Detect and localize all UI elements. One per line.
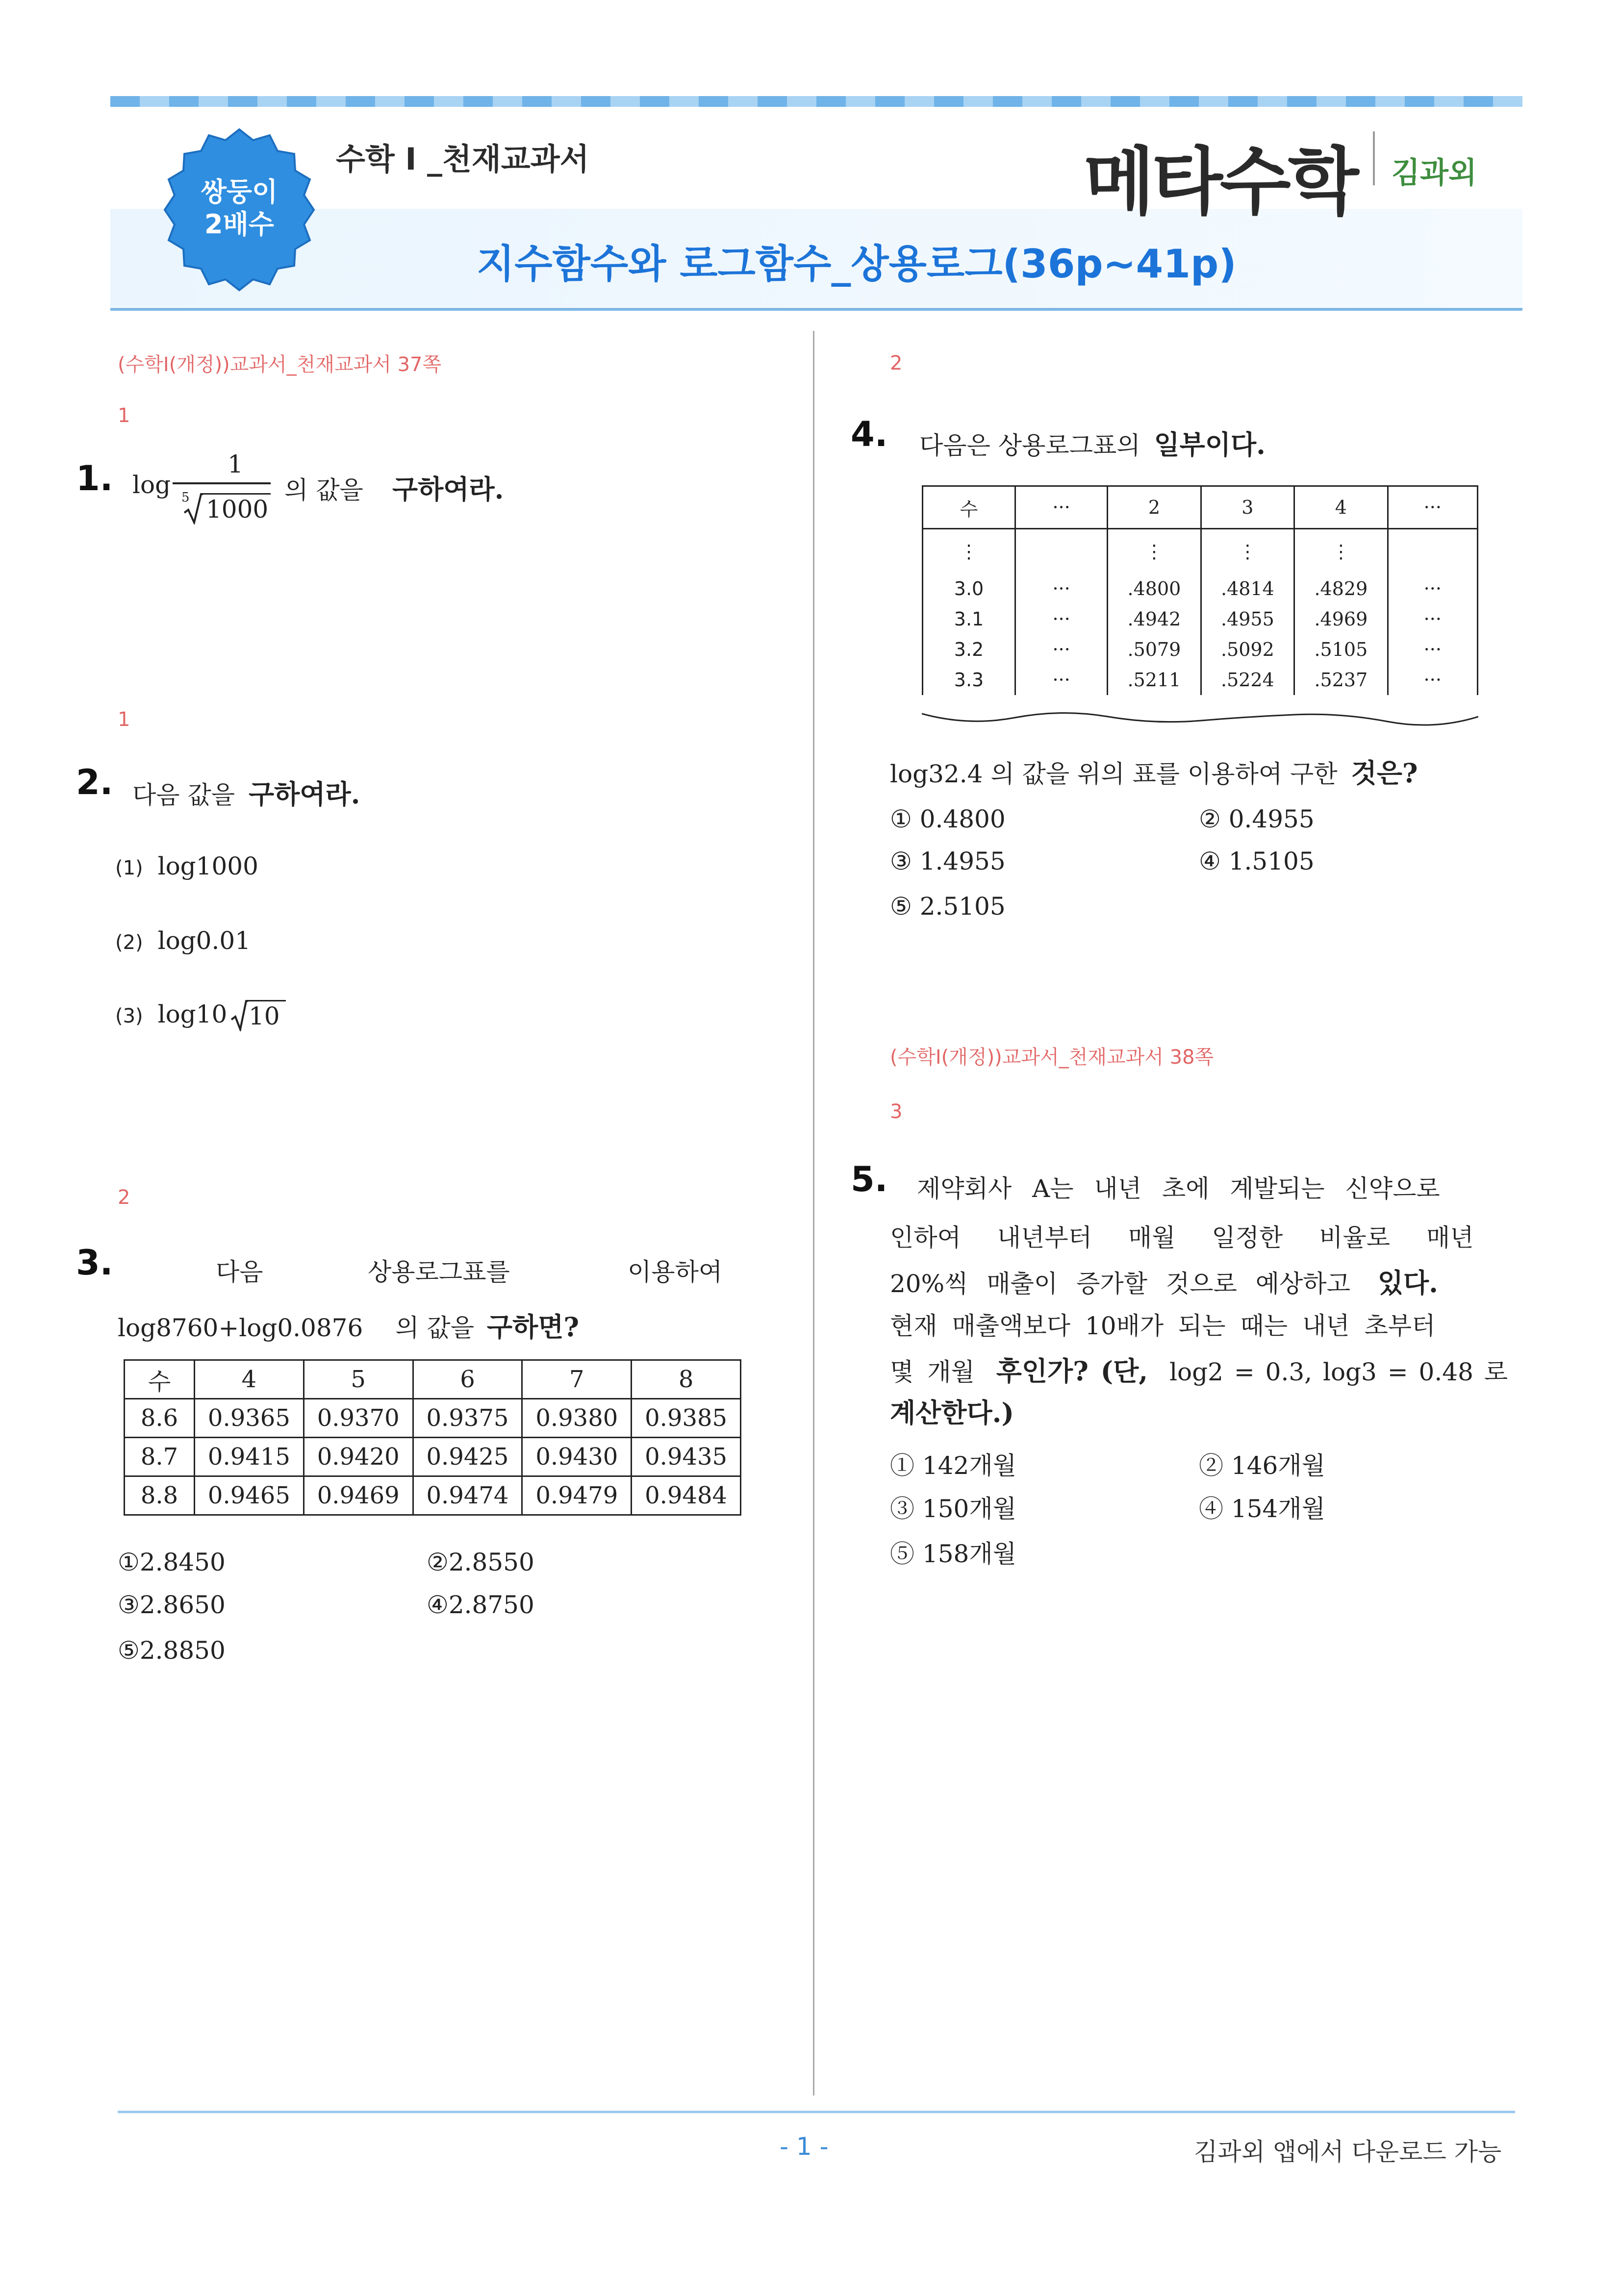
sub-item-2: (2) log0.01 — [115, 926, 251, 955]
question-text: 의 값을 — [395, 1314, 474, 1342]
page-number: - 1 - — [780, 2132, 829, 2161]
fraction-bar — [173, 482, 271, 484]
choice-1[interactable]: ① 142개월 — [890, 1451, 1016, 1480]
torn-edge-icon — [922, 710, 1478, 729]
expression: log8760+log0.0876 — [118, 1314, 363, 1342]
question-number: 4. — [851, 414, 888, 454]
choice-1[interactable]: ①2.8450 — [118, 1548, 226, 1576]
question-text: 몇 개월 — [890, 1358, 975, 1386]
question-text: 현재 매출액보다 10배가 되는 때는 내년 초부터 — [890, 1312, 1436, 1340]
choice-5[interactable]: ⑤2.8850 — [118, 1636, 226, 1665]
table-row: 8.7 0.9415 0.9420 0.9425 0.9430 0.9435 — [125, 1438, 741, 1476]
page-title: 지수함수와 로그함수_상용로그(36p~41p) — [477, 241, 1237, 287]
question-text: 다음 값을 — [132, 781, 235, 809]
question-text: 인하여 내년부터 매월 일정한 비율로 매년 — [890, 1223, 1474, 1252]
question-text: 상용로그표를 — [368, 1258, 510, 1286]
radical-icon — [230, 1000, 248, 1031]
question-text-bold: 구하면? — [486, 1311, 580, 1343]
log-symbol: log — [132, 471, 171, 499]
question-number: 3. — [76, 1243, 113, 1283]
question-5-line-5 — [890, 1350, 1508, 1388]
table-row: 8.8 0.9465 0.9469 0.9474 0.9479 0.9484 — [125, 1476, 741, 1515]
log-table — [124, 1359, 741, 1516]
radical-bar — [202, 493, 271, 495]
table-row: 3.3 ··· .5211 .5224 .5237 ··· — [923, 665, 1478, 695]
choice-2[interactable]: ②2.8550 — [427, 1548, 534, 1576]
table-header-row: 수 4 5 6 7 8 — [125, 1360, 741, 1399]
question-text: log2 = 0.3, log3 = 0.48 로 — [1169, 1358, 1508, 1386]
brand-sub-logo: 김과외 — [1392, 156, 1477, 190]
table-row: 8.6 0.9365 0.9370 0.9375 0.9380 0.9385 — [125, 1399, 741, 1438]
question-text: 다음 — [216, 1258, 263, 1286]
difficulty-level: 1 — [118, 404, 130, 427]
choice-3[interactable]: ③ 1.4955 — [890, 847, 1006, 875]
choice-3[interactable]: ③2.8650 — [118, 1591, 226, 1619]
table-row: 3.0 ··· .4800 .4814 .4829 ··· — [923, 574, 1478, 604]
common-log-table — [922, 485, 1478, 728]
root-index: 5 — [181, 490, 190, 505]
table-row: 3.2 ··· .5079 .5092 .5105 ··· — [923, 634, 1478, 665]
difficulty-level: 3 — [890, 1100, 903, 1123]
choice-3[interactable]: ③ 150개월 — [890, 1495, 1016, 1523]
header-divider — [110, 308, 1522, 311]
question-2-text — [132, 774, 360, 811]
question-4-text — [919, 424, 1266, 462]
question-number: 1. — [76, 458, 113, 499]
subject-label: 수학 I _천재교과서 — [336, 141, 589, 177]
radicand: 1000 — [206, 495, 269, 524]
badge-line-2: 2배수 — [204, 209, 274, 240]
source-reference: (수학I(개정))교과서_천재교과서 37쪽 — [118, 353, 442, 376]
sub-item-3: (3) log10 10 — [115, 1000, 360, 1034]
table-header-row: 수 ··· 2 3 4 ··· — [923, 486, 1478, 529]
question-number: 5. — [851, 1159, 888, 1199]
question-text: 의 값을 — [284, 476, 363, 504]
download-note: 김과외 앱에서 다운로드 가능 — [1194, 2138, 1502, 2166]
choice-1[interactable]: ① 0.4800 — [890, 805, 1006, 833]
question-text: 다음은 상용로그표의 — [919, 431, 1140, 460]
question-4-prompt — [890, 752, 1418, 790]
question-text-bold: 후인가? (단, — [996, 1355, 1148, 1387]
choice-4[interactable]: ④2.8750 — [427, 1591, 534, 1619]
question-text-bold: 일부이다. — [1154, 429, 1266, 460]
question-5-line-3 — [890, 1262, 1438, 1300]
question-text-bold: 구하여라. — [249, 778, 360, 810]
column-divider — [813, 331, 814, 2096]
choice-2[interactable]: ② 146개월 — [1199, 1451, 1325, 1480]
question-3-line-2 — [118, 1306, 579, 1344]
question-text-bold: 것은? — [1351, 757, 1418, 789]
badge-line-1: 쌍둥이 — [201, 176, 278, 207]
question-text: log32.4 의 값을 위의 표를 이용하여 구한 — [890, 760, 1338, 788]
fraction-numerator: 1 — [228, 450, 243, 478]
sub-item-1: (1) log1000 — [115, 852, 258, 880]
choice-2[interactable]: ② 0.4955 — [1199, 805, 1315, 833]
choice-4[interactable]: ④ 1.5105 — [1199, 847, 1315, 875]
twin-badge-icon — [156, 126, 323, 293]
radical-icon — [183, 493, 203, 524]
question-text: 제약회사 A는 내년 초에 계발되는 신약으로 — [917, 1174, 1440, 1203]
header-top-stripe — [110, 96, 1522, 107]
question-text-bold: 있다. — [1377, 1267, 1438, 1298]
table-row: ⋮ ⋮ ⋮ ⋮ — [923, 529, 1478, 574]
table-row: 3.1 ··· .4942 .4955 .4969 ··· — [923, 604, 1478, 634]
question-text-bold: 계산한다.) — [890, 1397, 1014, 1428]
footer-divider — [118, 2111, 1515, 2113]
choice-5[interactable]: ⑤ 2.5105 — [890, 892, 1006, 921]
radicand: 10 — [249, 1002, 280, 1030]
choice-4[interactable]: ④ 154개월 — [1199, 1495, 1325, 1523]
source-reference: (수학I(개정))교과서_천재교과서 38쪽 — [890, 1046, 1214, 1069]
question-number: 2. — [76, 762, 113, 802]
question-text: 20%씩 매출이 증가할 것으로 예상하고 — [890, 1270, 1350, 1298]
logo-separator — [1373, 131, 1375, 185]
choice-5[interactable]: ⑤ 158개월 — [890, 1540, 1016, 1568]
question-1 — [132, 450, 574, 524]
difficulty-level: 2 — [118, 1186, 130, 1209]
radical-bar — [247, 1000, 286, 1001]
question-text: 이용하여 — [628, 1258, 723, 1286]
question-text-bold: 구하여라. — [392, 474, 504, 505]
difficulty-level: 1 — [118, 708, 130, 731]
brand-logo: 메타수학 — [1084, 140, 1356, 225]
difficulty-level: 2 — [890, 352, 903, 374]
